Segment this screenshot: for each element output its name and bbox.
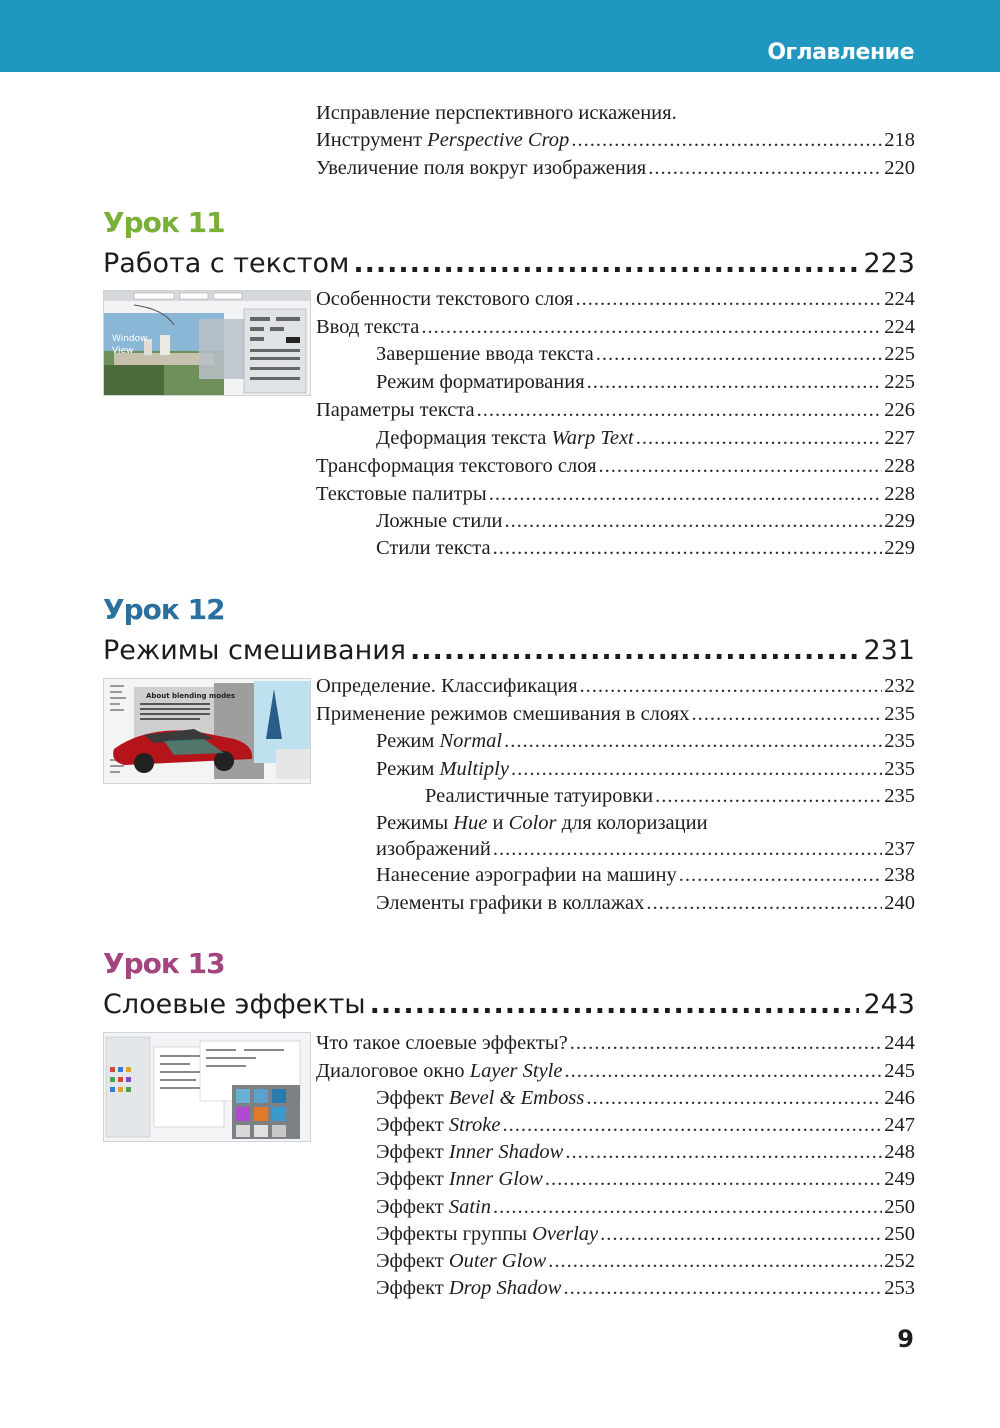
page-ref: 245 [884,1060,915,1082]
leader-dots [353,246,859,282]
chapter-page: 231 [863,635,915,666]
page-ref: 228 [884,483,915,505]
leader-dots [504,728,882,754]
page-ref: 247 [884,1114,915,1136]
toc-entry[interactable]: Применение режимов смешивания в слоях ..... 235 [316,701,915,727]
toc-entry[interactable]: Трансформация текстового слоя ..... 228 [316,453,915,479]
toc-entry[interactable]: Инструмент Perspective Crop ..... 218 [316,127,915,153]
lesson-11-thumbnail [103,290,311,396]
lesson-heading: Урок 13 [103,947,225,980]
leader-dots [599,453,883,479]
toc-entry[interactable]: Реалистичные татуировки ..... 235 [425,783,915,809]
page-ref: 224 [884,288,915,310]
page-ref: 250 [884,1223,915,1245]
page-ref: 229 [884,537,915,559]
toc-entry[interactable]: Деформация текста Warp Text ..... 227 [376,425,915,451]
leader-dots [548,1248,882,1274]
page-ref: 249 [884,1168,915,1190]
leader-dots [493,1194,882,1220]
toc-entry[interactable]: Диалоговое окно Layer Style ..... 245 [316,1058,915,1084]
leader-dots [570,1030,883,1056]
leader-dots [600,1221,882,1247]
leader-dots [636,425,883,451]
toc-entry[interactable]: Эффект Outer Glow ..... 252 [376,1248,915,1274]
leader-dots [563,1275,882,1301]
leader-dots [489,481,883,507]
page-ref: 253 [884,1277,915,1299]
leader-dots [370,987,860,1023]
toc-entry[interactable]: изображений ..... 237 [376,836,915,862]
leader-dots [596,341,882,367]
toc-entry[interactable]: Эффект Drop Shadow ..... 253 [376,1275,915,1301]
chapter-title-row[interactable] [103,246,915,282]
leader-dots [679,862,883,888]
leader-dots [511,756,882,782]
leader-dots [691,701,882,727]
lesson-12-thumbnail [103,678,311,784]
page-ref: 232 [884,675,915,697]
page-ref: 224 [884,316,915,338]
chapter-title: Работа с текстом [103,248,350,279]
leader-dots [421,314,882,340]
toc-entry[interactable]: Особенности текстового слоя ..... 224 [316,286,915,312]
page-ref: 252 [884,1250,915,1272]
leader-dots [576,286,883,312]
page-ref: 237 [884,838,915,860]
leader-dots [648,155,882,181]
page-ref: 235 [884,785,915,807]
svg-text:About blending modes: About blending modes [146,692,236,700]
leader-dots [655,783,882,809]
leader-dots [502,1112,882,1138]
leader-dots [646,890,882,916]
toc-entry[interactable]: Эффекты группы Overlay ..... 250 [376,1221,915,1247]
page-ref: 228 [884,455,915,477]
leader-dots [493,535,883,561]
toc-entry[interactable]: Режим Normal ..... 235 [376,728,915,754]
leader-dots [571,127,882,153]
page-number: 9 [897,1325,914,1353]
header-bar [0,0,1000,72]
lesson-heading: Урок 12 [103,593,225,626]
page-ref: 235 [884,730,915,752]
page-ref: 225 [884,371,915,393]
leader-dots [586,1085,882,1111]
leader-dots [410,633,859,669]
chapter-title-row[interactable] [103,987,915,1023]
page-ref: 246 [884,1087,915,1109]
leader-dots [565,1139,882,1165]
toc-entry[interactable]: Эффект Bevel & Emboss ..... 246 [376,1085,915,1111]
page-ref: 240 [884,892,915,914]
page-ref: 226 [884,399,915,421]
page-ref: 225 [884,343,915,365]
toc-entry[interactable]: Эффект Inner Glow ..... 249 [376,1166,915,1192]
chapter-title: Режимы смешивания [103,635,407,666]
page-ref: 238 [884,864,915,886]
toc-entry[interactable]: Эффект Satin ..... 250 [376,1194,915,1220]
chapter-title-row[interactable] [103,633,915,669]
toc-entry[interactable]: Элементы графики в коллажах ..... 240 [376,890,915,916]
svg-text:Window: Window [112,334,148,344]
lesson-13-thumbnail [103,1032,311,1142]
page-ref: 227 [884,427,915,449]
chapter-title: Слоевые эффекты [103,989,366,1020]
toc-entry[interactable]: Эффект Stroke ..... 247 [376,1112,915,1138]
toc-entry[interactable]: Режим форматирования ..... 225 [376,369,915,395]
toc-entry[interactable]: Нанесение аэрографии на машину ..... 238 [376,862,915,888]
toc-line: Исправление перспективного искажения. [316,102,677,124]
toc-entry[interactable]: Эффект Inner Shadow ..... 248 [376,1139,915,1165]
toc-entry[interactable]: Определение. Классификация ..... 232 [316,673,915,699]
leader-dots [493,836,882,862]
page-ref: 235 [884,703,915,725]
toc-entry[interactable]: Ложные стили ..... 229 [376,508,915,534]
toc-entry[interactable]: Параметры текста ..... 226 [316,397,915,423]
page-ref: 235 [884,758,915,780]
page-ref: 229 [884,510,915,532]
toc-line: Режимы Hue и Color для колоризации [376,812,708,834]
toc-entry[interactable]: Что такое слоевые эффекты? ..... 244 [316,1030,915,1056]
leader-dots [587,369,883,395]
toc-entry[interactable]: Завершение ввода текста ..... 225 [376,341,915,367]
page-ref: 218 [884,129,915,151]
chapter-page: 223 [863,248,915,279]
svg-text:View: View [112,346,134,356]
leader-dots [477,397,883,423]
toc-entry[interactable]: Ввод текста ..... 224 [316,314,915,340]
leader-dots [564,1058,882,1084]
toc-entry[interactable]: Режим Multiply ..... 235 [376,756,915,782]
page-ref: 248 [884,1141,915,1163]
leader-dots [505,508,883,534]
leader-dots [545,1166,882,1192]
lesson-heading: Урок 11 [103,206,225,239]
leader-dots [580,673,883,699]
section-title: Оглавление [767,40,914,65]
page-ref: 244 [884,1032,915,1054]
toc-entry[interactable]: Текстовые палитры ..... 228 [316,481,915,507]
chapter-page: 243 [863,989,915,1020]
page-ref: 250 [884,1196,915,1218]
toc-entry[interactable]: Увеличение поля вокруг изображения ..... 220 [316,155,915,181]
toc-entry[interactable]: Стили текста ..... 229 [376,535,915,561]
page-ref: 220 [884,157,915,179]
